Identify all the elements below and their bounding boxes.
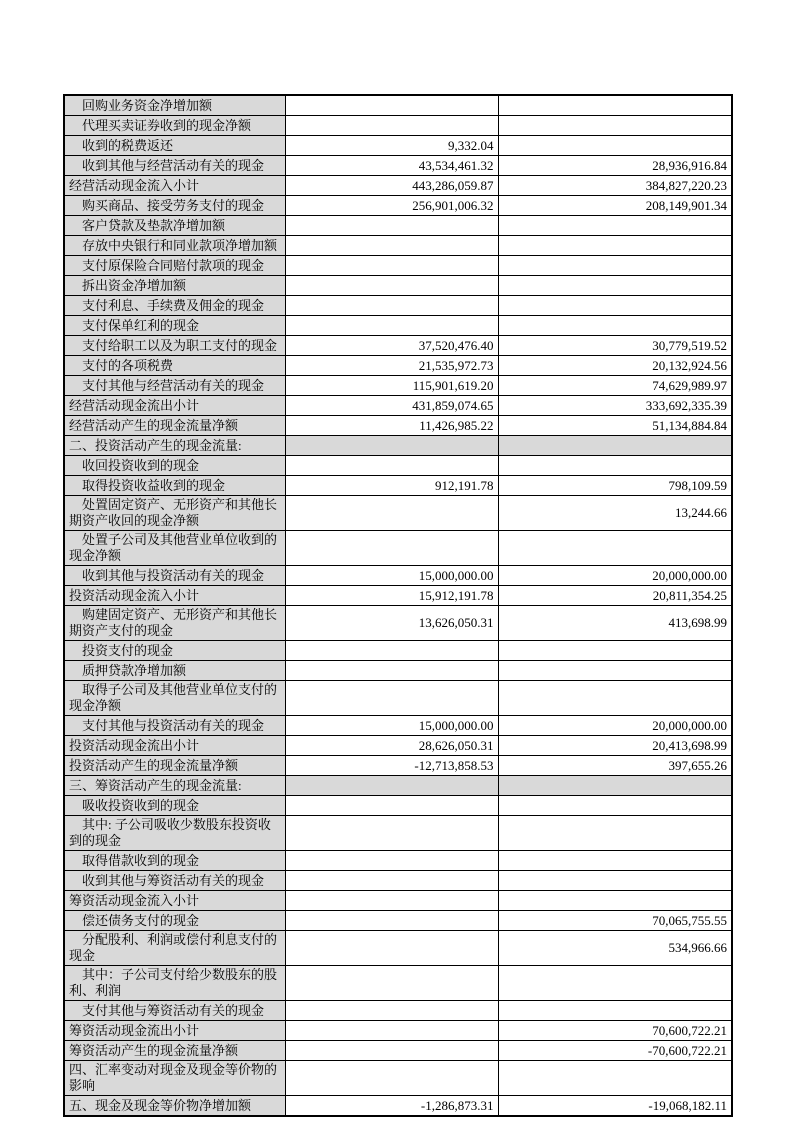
prior-period-value (498, 456, 732, 476)
table-row (64, 641, 732, 661)
current-period-value: 256,901,006.32 (285, 196, 498, 216)
table-row (64, 296, 732, 316)
prior-period-value (498, 1001, 732, 1021)
prior-period-value (498, 966, 732, 1001)
current-period-value: 37,520,476.40 (285, 336, 498, 356)
current-period-value (285, 796, 498, 816)
table-row (64, 1061, 732, 1096)
row-label: 支付其他与筹资活动有关的现金 (64, 1001, 285, 1021)
current-period-value (285, 851, 498, 871)
row-label: 投资活动产生的现金流量净额 (64, 756, 285, 776)
prior-period-value: 20,413,698.99 (498, 736, 732, 756)
prior-period-value: -70,600,722.21 (498, 1041, 732, 1061)
current-period-value: 9,332.04 (285, 136, 498, 156)
row-label: 回购业务资金净增加额 (64, 95, 285, 116)
prior-period-value (498, 95, 732, 116)
row-label: 偿还债务支付的现金 (64, 911, 285, 931)
table-row (64, 1041, 732, 1061)
row-label: 筹资活动现金流出小计 (64, 1021, 285, 1041)
prior-period-value (498, 316, 732, 336)
table-row (64, 376, 732, 396)
table-row (64, 776, 732, 796)
prior-period-value: 30,779,519.52 (498, 336, 732, 356)
current-period-value: 15,000,000.00 (285, 716, 498, 736)
table-row (64, 176, 732, 196)
table-row (64, 796, 732, 816)
row-label: 支付原保险合同赔付款项的现金 (64, 256, 285, 276)
table-row (64, 586, 732, 606)
row-label: 经营活动产生的现金流量净额 (64, 416, 285, 436)
prior-period-value (498, 236, 732, 256)
row-label: 经营活动现金流入小计 (64, 176, 285, 196)
prior-period-value (498, 216, 732, 236)
table-row (64, 356, 732, 376)
row-label: 支付其他与经营活动有关的现金 (64, 376, 285, 396)
prior-period-value (498, 276, 732, 296)
current-period-value (285, 1061, 498, 1096)
row-label: 收到其他与筹资活动有关的现金 (64, 871, 285, 891)
row-label: 客户贷款及垫款净增加额 (64, 216, 285, 236)
prior-period-value (498, 851, 732, 871)
current-period-value (285, 216, 498, 236)
table-row (64, 116, 732, 136)
current-period-value (285, 911, 498, 931)
table-row (64, 661, 732, 681)
prior-period-value: 333,692,335.39 (498, 396, 732, 416)
table-row (64, 1096, 732, 1117)
row-label: 质押贷款净增加额 (64, 661, 285, 681)
current-period-value (285, 776, 498, 796)
prior-period-value (498, 681, 732, 716)
current-period-value: 28,626,050.31 (285, 736, 498, 756)
prior-period-value: 384,827,220.23 (498, 176, 732, 196)
row-label: 收到的税费返还 (64, 136, 285, 156)
table-row (64, 756, 732, 776)
table-row (64, 911, 732, 931)
table-row (64, 156, 732, 176)
prior-period-value (498, 661, 732, 681)
current-period-value (285, 256, 498, 276)
row-label: 代理买卖证券收到的现金净额 (64, 116, 285, 136)
table-row (64, 871, 732, 891)
current-period-value (285, 531, 498, 566)
prior-period-value (498, 256, 732, 276)
row-label: 支付的各项税费 (64, 356, 285, 376)
current-period-value: 13,626,050.31 (285, 606, 498, 641)
row-label: 支付利息、手续费及佣金的现金 (64, 296, 285, 316)
table-row (64, 1001, 732, 1021)
row-label: 处置固定资产、无形资产和其他长期资产收回的现金净额 (64, 496, 285, 531)
prior-period-value (498, 871, 732, 891)
current-period-value (285, 1041, 498, 1061)
row-label: 经营活动现金流出小计 (64, 396, 285, 416)
prior-period-value: 413,698.99 (498, 606, 732, 641)
row-label: 二、投资活动产生的现金流量: (64, 436, 285, 456)
table-row (64, 416, 732, 436)
row-label: 支付其他与投资活动有关的现金 (64, 716, 285, 736)
current-period-value (285, 496, 498, 531)
table-row (64, 456, 732, 476)
row-label: 收回投资收到的现金 (64, 456, 285, 476)
row-label: 投资活动现金流入小计 (64, 586, 285, 606)
row-label: 支付保单红利的现金 (64, 316, 285, 336)
prior-period-value: 20,000,000.00 (498, 716, 732, 736)
current-period-value (285, 641, 498, 661)
prior-period-value (498, 116, 732, 136)
current-period-value (285, 456, 498, 476)
row-label: 取得投资收益收到的现金 (64, 476, 285, 496)
current-period-value (285, 95, 498, 116)
table-row (64, 436, 732, 456)
current-period-value (285, 116, 498, 136)
current-period-value: -12,713,858.53 (285, 756, 498, 776)
prior-period-value (498, 296, 732, 316)
prior-period-value: -19,068,182.11 (498, 1096, 732, 1117)
current-period-value: 912,191.78 (285, 476, 498, 496)
row-label: 处置子公司及其他营业单位收到的现金净额 (64, 531, 285, 566)
table-row (64, 476, 732, 496)
row-label: 三、筹资活动产生的现金流量: (64, 776, 285, 796)
prior-period-value (498, 891, 732, 911)
row-label: 筹资活动现金流入小计 (64, 891, 285, 911)
current-period-value (285, 1001, 498, 1021)
current-period-value: 21,535,972.73 (285, 356, 498, 376)
prior-period-value: 13,244.66 (498, 496, 732, 531)
prior-period-value (498, 816, 732, 851)
row-label: 其中：子公司支付给少数股东的股利、利润 (64, 966, 285, 1001)
current-period-value (285, 931, 498, 966)
current-period-value (285, 316, 498, 336)
prior-period-value: 28,936,916.84 (498, 156, 732, 176)
table-row (64, 736, 732, 756)
current-period-value (285, 276, 498, 296)
current-period-value (285, 296, 498, 316)
row-label: 支付给职工以及为职工支付的现金 (64, 336, 285, 356)
prior-period-value: 74,629,989.97 (498, 376, 732, 396)
table-row (64, 1021, 732, 1041)
table-row (64, 256, 732, 276)
current-period-value: -1,286,873.31 (285, 1096, 498, 1117)
table-row (64, 496, 732, 531)
table-row (64, 136, 732, 156)
table-row (64, 851, 732, 871)
current-period-value (285, 1021, 498, 1041)
row-label: 筹资活动产生的现金流量净额 (64, 1041, 285, 1061)
current-period-value: 15,000,000.00 (285, 566, 498, 586)
prior-period-value (498, 531, 732, 566)
current-period-value: 15,912,191.78 (285, 586, 498, 606)
prior-period-value (498, 641, 732, 661)
table-row (64, 276, 732, 296)
prior-period-value: 20,000,000.00 (498, 566, 732, 586)
row-label: 投资活动现金流出小计 (64, 736, 285, 756)
current-period-value: 443,286,059.87 (285, 176, 498, 196)
table-row (64, 891, 732, 911)
row-label: 拆出资金净增加额 (64, 276, 285, 296)
prior-period-value: 208,149,901.34 (498, 196, 732, 216)
cash-flow-table-body (64, 95, 732, 1116)
table-row (64, 606, 732, 641)
table-row (64, 396, 732, 416)
table-row (64, 216, 732, 236)
row-label: 收到其他与经营活动有关的现金 (64, 156, 285, 176)
row-label: 投资支付的现金 (64, 641, 285, 661)
table-row (64, 531, 732, 566)
cash-flow-table (63, 94, 733, 1117)
current-period-value (285, 436, 498, 456)
table-row (64, 336, 732, 356)
prior-period-value: 70,065,755.55 (498, 911, 732, 931)
prior-period-value: 20,811,354.25 (498, 586, 732, 606)
current-period-value (285, 966, 498, 1001)
row-label: 五、现金及现金等价物净增加额 (64, 1096, 285, 1117)
row-label: 存放中央银行和同业款项净增加额 (64, 236, 285, 256)
table-row (64, 816, 732, 851)
current-period-value: 43,534,461.32 (285, 156, 498, 176)
row-label: 分配股利、利润或偿付利息支付的现金 (64, 931, 285, 966)
prior-period-value: 20,132,924.56 (498, 356, 732, 376)
row-label: 购建固定资产、无形资产和其他长期资产支付的现金 (64, 606, 285, 641)
prior-period-value (498, 776, 732, 796)
prior-period-value (498, 796, 732, 816)
table-row (64, 236, 732, 256)
table-row (64, 931, 732, 966)
row-label: 四、汇率变动对现金及现金等价物的影响 (64, 1061, 285, 1096)
table-row (64, 716, 732, 736)
table-row (64, 196, 732, 216)
current-period-value (285, 816, 498, 851)
prior-period-value: 798,109.59 (498, 476, 732, 496)
row-label: 吸收投资收到的现金 (64, 796, 285, 816)
row-label: 收到其他与投资活动有关的现金 (64, 566, 285, 586)
row-label: 取得借款收到的现金 (64, 851, 285, 871)
current-period-value (285, 871, 498, 891)
prior-period-value (498, 1061, 732, 1096)
table-row (64, 681, 732, 716)
row-label: 购买商品、接受劳务支付的现金 (64, 196, 285, 216)
prior-period-value: 397,655.26 (498, 756, 732, 776)
table-row (64, 566, 732, 586)
current-period-value: 115,901,619.20 (285, 376, 498, 396)
current-period-value (285, 236, 498, 256)
current-period-value: 11,426,985.22 (285, 416, 498, 436)
current-period-value (285, 681, 498, 716)
table-row (64, 95, 732, 116)
table-row (64, 316, 732, 336)
table-row (64, 966, 732, 1001)
row-label: 取得子公司及其他营业单位支付的现金净额 (64, 681, 285, 716)
prior-period-value: 51,134,884.84 (498, 416, 732, 436)
prior-period-value: 70,600,722.21 (498, 1021, 732, 1041)
prior-period-value: 534,966.66 (498, 931, 732, 966)
prior-period-value (498, 436, 732, 456)
current-period-value: 431,859,074.65 (285, 396, 498, 416)
row-label: 其中: 子公司吸收少数股东投资收到的现金 (64, 816, 285, 851)
current-period-value (285, 891, 498, 911)
prior-period-value (498, 136, 732, 156)
current-period-value (285, 661, 498, 681)
